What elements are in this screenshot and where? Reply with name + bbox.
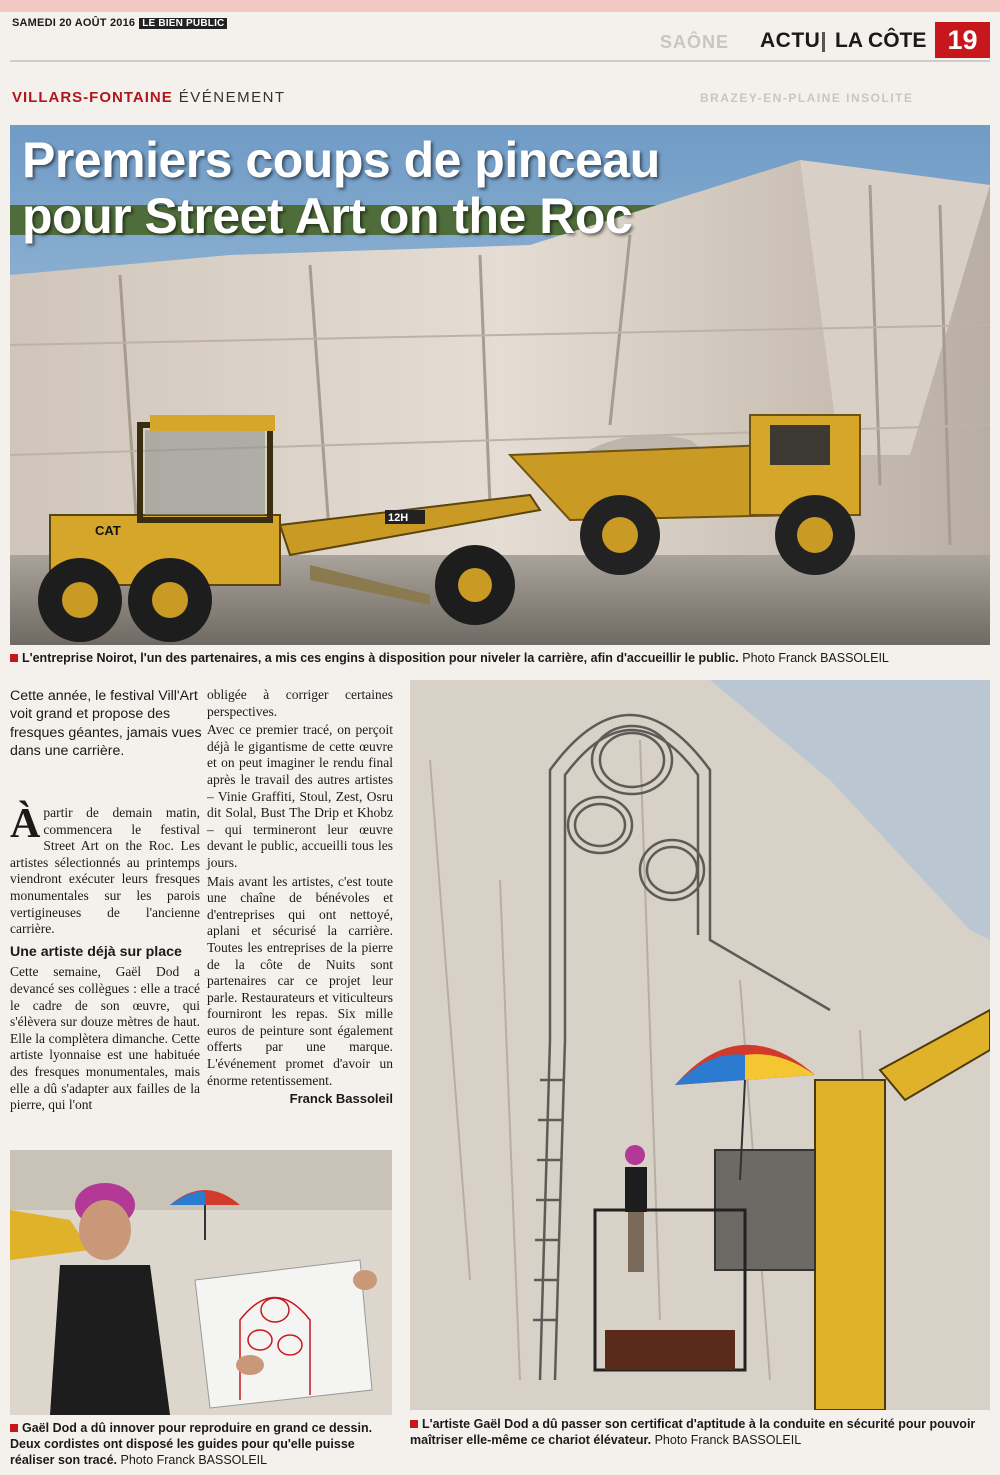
caption-square-icon [10, 654, 18, 662]
headline-line-2: pour Street Art on the Roc [22, 188, 633, 244]
paragraph-4: Avec ce premier tracé, on perçoit déjà le gigantisme de cette œuvre et on peut imaginer le rendu final après le travail des autres artistes – Vinie Graffiti, Stoul, Zest, Osru dit Solal, Bust The Drip et Khobz – qui termineront leur œuvre devant le public, accueilli tous les jours. [207, 722, 393, 870]
article-intro: Cette année, le festival Vill'Art voit grand et propose des fresques géantes, jamais vues dans une carrière. [10, 688, 202, 759]
photo3-caption-text: Gaël Dod a dû innover pour reproduire en grand ce dessin. Deux cordistes ont disposé les guides pour qu'elle puisse réaliser son tracé. [10, 1421, 373, 1467]
paragraph-3: obligée à corriger certaines perspectives. [207, 687, 393, 719]
caption-square-icon [410, 1420, 418, 1428]
bleed-through-text: SAÔNE [660, 32, 730, 52]
wall-fresco-illustration [410, 680, 990, 1410]
article-headline [22, 132, 660, 244]
rubric-label: ACTU [760, 29, 821, 52]
artist-sketch-illustration [10, 1150, 392, 1415]
article-subhead: Une artiste déjà sur place [10, 943, 182, 960]
paragraph-5: Mais avant les artistes, c'est toute une chaîne de bénévoles et d'entreprises qui ont nettoyé, aplani et sécurisé la carrière. Toutes les entreprises de la pierre de la côte de Nuits sont partenaires car ce projet leur parle. Restaurateurs et viticulteurs fourniront les repas. Six mille euros de peinture sont également offerts par une marque. L'événement promet d'avoir un énorme retentissement. [207, 873, 393, 1088]
section-line [12, 89, 286, 106]
paragraph-1: partir de demain matin, commencera le festival Street Art on the Roc. Les artistes sélectionnés au printemps viendront exécuter leurs fresques monumentales sur les parois vertigineuses de l'ancienne carrière. [10, 805, 200, 937]
article-column-1 [10, 801, 200, 1116]
date-text: SAMEDI 20 AOÛT 2016 [12, 17, 136, 29]
newspaper-brand: LE BIEN PUBLIC [139, 18, 227, 29]
paragraph-2: Cette semaine, Gaël Dod a devancé ses collègues : elle a tracé le cadre de son œuvre, qui s'élèvera sur douze mètres de haut. Elle la complètera dimanche. Cette artiste lyonnaise est une habituée des fresques monumentales, mais elle a dû s'adapter aux failles de la pierre, qui l'ont [10, 964, 200, 1113]
grader-model-label: 12H [388, 512, 409, 524]
cat-logo-text: CAT [95, 523, 121, 538]
photo2-caption [410, 1416, 990, 1448]
header-rule [10, 60, 990, 62]
photo3-credit: Photo Franck BASSOLEIL [120, 1453, 268, 1467]
caption-square-icon [10, 1424, 18, 1432]
section-category: ÉVÉNEMENT [178, 89, 286, 106]
photo2-credit: Photo Franck BASSOLEIL [654, 1433, 802, 1447]
photo1-caption-text: L'entreprise Noirot, l'un des partenaires, a mis ces engins à disposition pour niveler la carrière, afin d'accueillir le public. [22, 651, 739, 665]
photo3-caption [10, 1420, 395, 1468]
article-author: Franck Bassoleil [289, 1091, 393, 1107]
headline-line-1: Premiers coups de pinceau [22, 132, 660, 188]
section-place: VILLARS-FONTAINE [12, 89, 173, 106]
subrubric-label: LA CÔTE [835, 29, 927, 52]
dropcap: À [10, 801, 41, 847]
artist-lift-photo [410, 680, 990, 1410]
rubric-separator [822, 32, 825, 52]
page-number: 19 [935, 22, 990, 58]
bleed-through-subtext: BRAZEY-EN-PLAINE INSOLITE [700, 91, 914, 105]
artist-drawing-photo [10, 1150, 392, 1415]
issue-date [12, 17, 227, 29]
photo1-caption [10, 650, 990, 666]
top-band [0, 0, 1000, 12]
photo1-credit: Photo Franck BASSOLEIL [742, 651, 889, 665]
article-column-2 [207, 687, 393, 1108]
photo2-caption-text: L'artiste Gaël Dod a dû passer son certificat d'aptitude à la conduite en sécurité pour pouvoir maîtriser elle-même ce chariot élévateur. [410, 1417, 976, 1447]
